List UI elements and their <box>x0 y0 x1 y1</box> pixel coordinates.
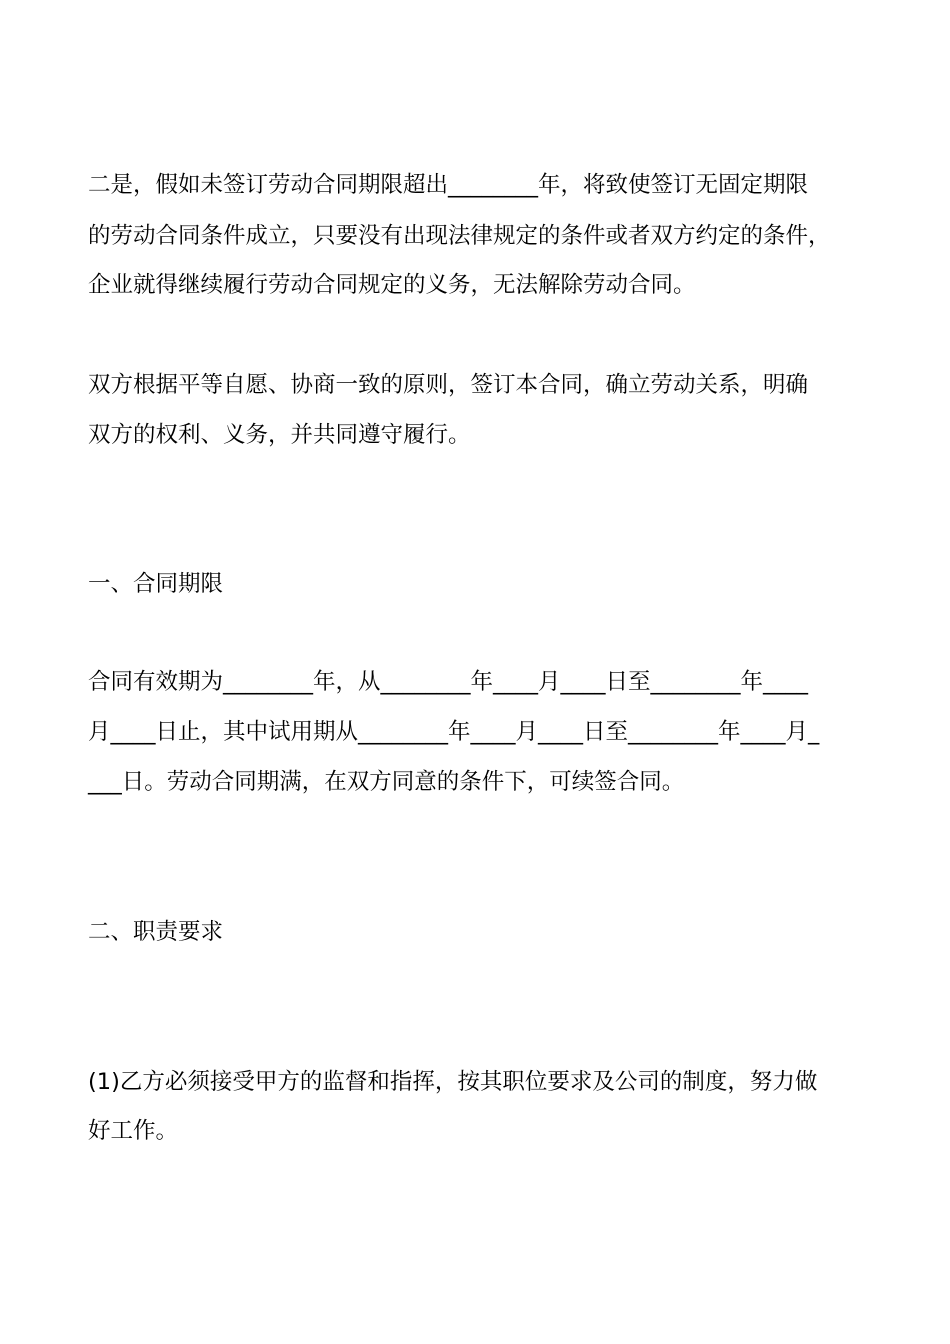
paragraph-line: 合同有效期为________年，从________年____月____日至________年____ <box>88 669 809 695</box>
section-heading: 二、职责要求 <box>88 919 224 945</box>
paragraph-line: 月____日止，其中试用期从________年____月____日至________年____月_ <box>88 719 820 745</box>
paragraph-line: 的劳动合同条件成立，只要没有出现法律规定的条件或者双方约定的条件， <box>88 223 831 249</box>
paragraph-line: 双方的权利、义务，并共同遵守履行。 <box>88 422 471 448</box>
paragraph-line: (1)乙方必须接受甲方的监督和指挥，按其职位要求及公司的制度，努力做 <box>88 1069 818 1095</box>
paragraph-line: 双方根据平等自愿、协商一致的原则，签订本合同，确立劳动关系，明确 <box>88 372 809 398</box>
paragraph-line: 好工作。 <box>88 1118 179 1144</box>
section-heading: 一、合同期限 <box>88 571 224 597</box>
paragraph-line: 二是，假如未签订劳动合同期限超出________年，将致使签订无固定期限 <box>88 172 809 198</box>
paragraph-line: ___日。劳动合同期满，在双方同意的条件下，可续签合同。 <box>88 769 685 795</box>
paragraph-line: 企业就得继续履行劳动合同规定的义务，无法解除劳动合同。 <box>88 272 696 298</box>
